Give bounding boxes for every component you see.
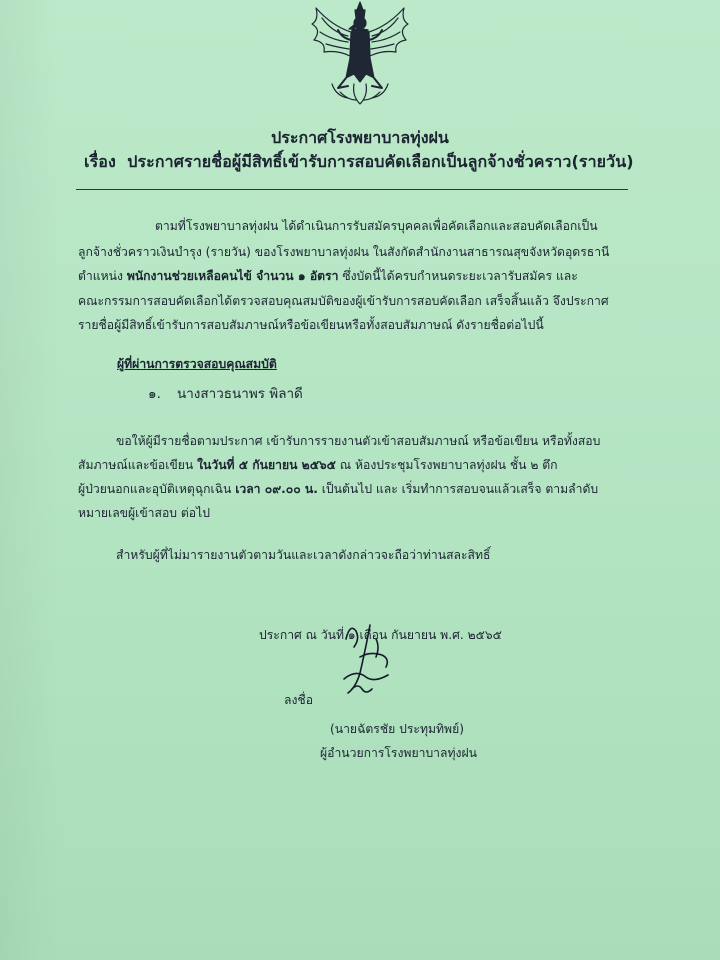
signer-position: ผู้อำนวยการโรงพยาบาลทุ่งฝน <box>320 746 477 760</box>
position-and-count: พนักงานช่วยเหลือคนไข้ จำนวน ๑ อัตรา <box>126 269 339 283</box>
announcement-title: ประกาศโรงพยาบาลทุ่งฝน <box>271 128 449 147</box>
para2-line2-c: ณ ห้องประชุมโรงพยาบาลทุ่งฝน ชั้น ๒ ตึก <box>335 458 558 472</box>
para2-line4: หมายเลขผู้เข้าสอบ ต่อไป <box>78 506 210 520</box>
signer-name: (นายฉัตรชัย ประทุมทิพย์) <box>330 722 464 736</box>
subject-text: ประกาศรายชื่อผู้มีสิทธิ์เข้ารับการสอบคัดเลือกเป็นลูกจ้างชั่วคราว(รายวัน) <box>127 152 634 171</box>
para2-line3-c: เป็นต้นไป และ เริ่มทำการสอบจนแล้วเสร็จ ตามลำดับ <box>317 482 599 496</box>
candidate-number: ๑. <box>148 386 161 402</box>
para3-forfeit-notice: สำหรับผู้ที่ไม่มารายงานตัวตามวันและเวลาดังกล่าวจะถือว่าท่านสละสิทธิ์ <box>116 548 491 562</box>
para1-line3-a: ตำแหน่ง <box>78 269 127 283</box>
handwritten-signature <box>336 617 400 701</box>
para1-line3 <box>78 267 578 286</box>
para1-line4: คณะกรรมการสอบคัดเลือกได้ตรวจสอบคุณสมบัติของผู้เข้ารับการสอบคัดเลือก เสร็จสิ้นแล้ว จึงประกาศ <box>78 294 609 308</box>
sign-label: ลงชื่อ <box>284 693 314 707</box>
qualified-heading: ผู้ที่ผ่านการตรวจสอบคุณสมบัติ <box>117 357 277 371</box>
candidate-name: นางสาวธนาพร พิลาดี <box>177 386 303 402</box>
garuda-emblem-icon <box>302 0 418 108</box>
exam-date: ในวันที่ ๕ กันยายน ๒๕๖๕ <box>197 458 336 472</box>
exam-time: เวลา ๐๙.๐๐ น. <box>235 482 318 496</box>
para2-line1: ขอให้ผู้มีรายชื่อตามประกาศ เข้ารับการรายงานตัวเข้าสอบสัมภาษณ์ หรือข้อเขียน หรือทั้งสอบ <box>116 434 601 448</box>
para1-line1: ตามที่โรงพยาบาลทุ่งฝน ได้ดำเนินการรับสมัครบุคคลเพื่อคัดเลือกและสอบคัดเลือกเป็น <box>155 219 598 233</box>
subject-label: เรื่อง <box>84 152 116 171</box>
para2-line3 <box>78 480 598 499</box>
para2-line3-a: ผู้ป่วยนอกและอุบัติเหตุฉุกเฉิน <box>78 482 236 496</box>
announcement-subject <box>84 150 634 175</box>
title-divider <box>76 189 628 190</box>
para1-line3-c: ซึ่งบัดนี้ได้ครบกำหนดระยะเวลารับสมัคร และ <box>338 269 578 283</box>
para1-line2: ลูกจ้างชั่วคราวเงินบำรุง (รายวัน) ของโรงพยาบาลทุ่งฝน ในสังกัดสำนักงานสาธารณสุขจังหวัดอุดรธานี <box>78 245 610 259</box>
para2-line2-a: สัมภาษณ์และข้อเขียน <box>78 458 198 472</box>
para2-line2 <box>78 456 558 475</box>
announcement-date-line: ประกาศ ณ วันที่ ๑ เดือน กันยายน พ.ศ. ๒๕๖๕ <box>259 628 502 642</box>
para1-line5: รายชื่อผู้มีสิทธิ์เข้ารับการสอบสัมภาษณ์หรือข้อเขียนหรือทั้งสอบสัมภาษณ์ ดังรายชื่อต่อไปนี้ <box>78 318 544 332</box>
